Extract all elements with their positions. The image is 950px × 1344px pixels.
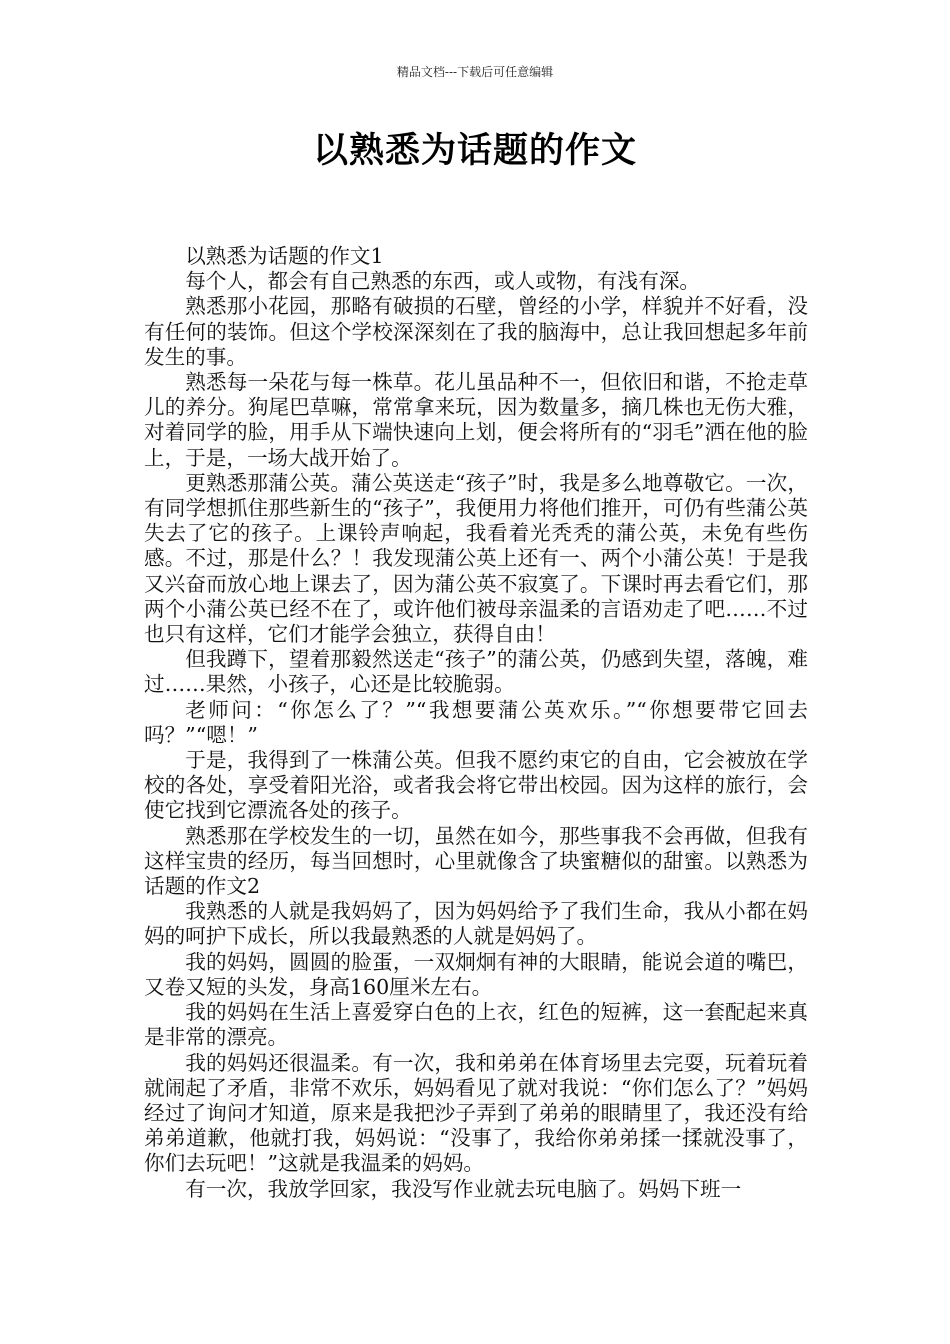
paragraph: 我的妈妈还很温柔。有一次，我和弟弟在体育场里去完耍，玩着玩着就闹起了矛盾，非常不欢乐，妈妈看见了就对我说：“你们怎么了？”妈妈经过了询问才知道，原来是我把沙子弄到了弟弟的眼睛里了，我还没有给弟弟道歉，他就打我，妈妈说：“没事了，我给你弟弟揉一揉就没事了，你们去玩吧！”这就是我温柔的妈妈。 (144, 1050, 808, 1176)
paragraph: 我熟悉的人就是我妈妈了，因为妈妈给予了我们生命，我从小都在妈妈的呵护下成长，所以我最熟悉的人就是妈妈了。 (144, 899, 808, 949)
page-header: 精品文档---下载后可任意编辑 (396, 65, 554, 79)
paragraph: 熟悉每一朵花与每一株草。花儿虽品种不一，但依旧和谐，不抢走草儿的养分。狗尾巴草嘛，常常拿来玩，因为数量多，摘几株也无伤大雅，对着同学的脸，用手从下端快速向上划，便会将所有的“羽毛”洒在他的脸上，于是，一场大战开始了。 (144, 370, 808, 470)
paragraph: 以熟悉为话题的作文1 (185, 244, 384, 268)
paragraph: 更熟悉那蒲公英。蒲公英送走“孩子”时，我是多么地尊敬它。一次，有同学想抓住那些新生的“孩子”，我便用力将他们推开，可仍有些蒲公英失去了它的孩子。上课铃声响起，我看着光秃秃的蒲公英，未免有些伤感。不过，那是什么？！我发现蒲公英上还有一、两个小蒲公英！于是我又兴奋而放心地上课去了，因为蒲公英不寂寞了。下课时再去看它们，那两个小蒲公英已经不在了，或许他们被母亲温柔的言语劝走了吧……不过也只有这样，它们才能学会独立，获得自由！ (144, 470, 808, 647)
paragraph: 但我蹲下，望着那毅然送走“孩子”的蒲公英，仍感到失望，落魄，难过……果然，小孩子，心还是比较脆弱。 (144, 647, 808, 697)
paragraph: 于是，我得到了一株蒲公英。但我不愿约束它的自由，它会被放在学校的各处，享受着阳光浴，或者我会将它带出校园。因为这样的旅行，会使它找到它漂流各处的孩子。 (144, 748, 808, 823)
paragraph: 老师问：“你怎么了？”“我想要蒲公英欢乐。”“你想要带它回去吗？”“嗯！” (144, 697, 808, 747)
document-title: 以熟悉为话题的作文 (312, 131, 637, 171)
paragraph: 有一次，我放学回家，我没写作业就去玩电脑了。妈妈下班一 (185, 1176, 742, 1201)
document-body (144, 244, 808, 1202)
paragraph: 每个人，都会有自己熟悉的东西，或人或物，有浅有深。 (185, 269, 701, 294)
paragraph: 熟悉那在学校发生的一切，虽然在如今，那些事我不会再做，但我有这样宝贵的经历，每当回想时，心里就像含了块蜜糖似的甜蜜。以熟悉为话题的作文2 (144, 823, 808, 899)
paragraph: 我的妈妈在生活上喜爱穿白色的上衣，红色的短裤，这一套配起来真是非常的漂亮。 (144, 1000, 808, 1050)
paragraph: 熟悉那小花园，那略有破损的石壁，曾经的小学，样貌并不好看，没有任何的装饰。但这个学校深深刻在了我的脑海中，总让我回想起多年前发生的事。 (144, 294, 808, 369)
paragraph: 我的妈妈，圆圆的脸蛋，一双炯炯有神的大眼睛，能说会道的嘴巴，又卷又短的头发，身高160厘米左右。 (144, 949, 808, 999)
